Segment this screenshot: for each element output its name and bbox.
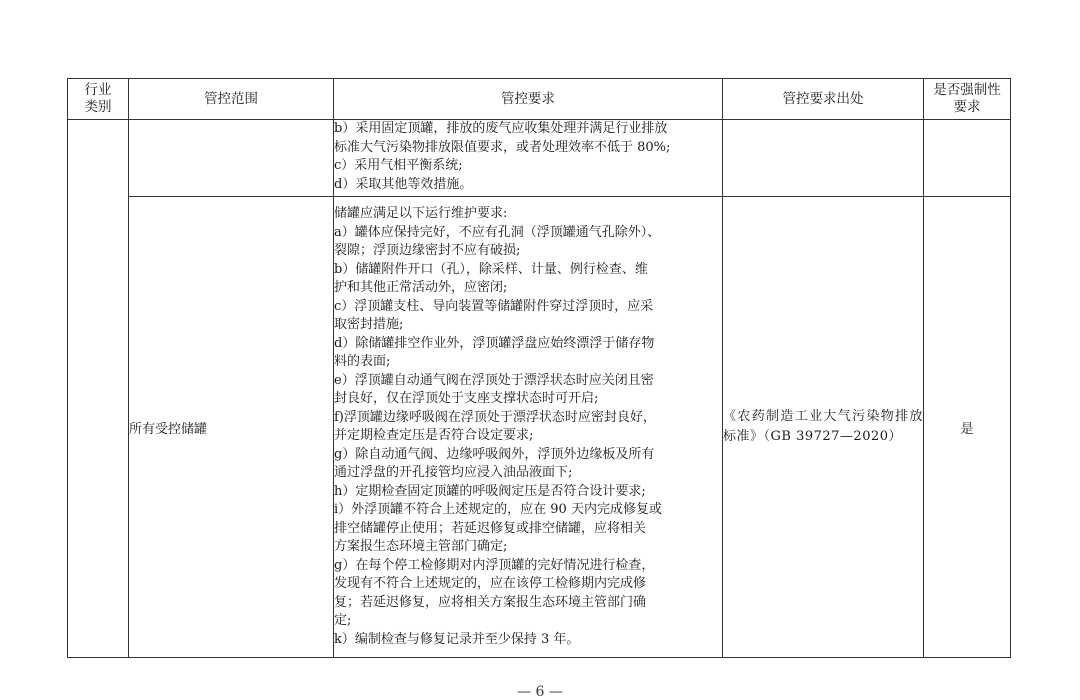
page-number: — 6 — bbox=[517, 684, 563, 700]
scope-cell: 所有受控储罐 bbox=[129, 197, 334, 658]
requirement-line: d）除储罐排空作业外，浮顶罐浮盘应始终漂浮于储存物 bbox=[334, 335, 655, 351]
requirements-cell bbox=[334, 120, 723, 197]
header-requirement-source: 管控要求出处 bbox=[723, 79, 924, 120]
source-cell bbox=[723, 120, 924, 197]
mandatory-cell: 是 bbox=[924, 197, 1011, 658]
header-line: 要求 bbox=[953, 99, 981, 115]
header-line: 类别 bbox=[84, 99, 112, 115]
mandatory-cell bbox=[924, 120, 1011, 197]
requirement-line: 发现有不符合上述规定的，应在该停工检修期内完成修 bbox=[334, 576, 647, 591]
requirement-line: 复；若延迟修复，应将相关方案报生态环境主管部门确 bbox=[334, 594, 647, 610]
requirement-line: g）除自动通气阀、边缘呼吸阀外，浮顶外边缘板及所有 bbox=[334, 446, 655, 462]
requirement-line: i）外浮顶罐不符合上述规定的，应在 90 天内完成修复或 bbox=[334, 502, 662, 517]
header-control-scope: 管控范围 bbox=[129, 79, 334, 120]
requirement-line: 方案报生态环境主管部门确定; bbox=[334, 539, 508, 554]
requirement-line: 护和其他正常活动外，应密闭; bbox=[334, 280, 508, 295]
requirement-line: a）罐体应保持完好，不应有孔洞（浮顶罐通气孔除外）、 bbox=[334, 224, 661, 240]
requirement-line: g）在每个停工检修期对内浮顶罐的完好情况进行检查， bbox=[334, 557, 655, 573]
requirement-line: 通过浮盘的开孔接管均应浸入油品液面下; bbox=[334, 465, 573, 480]
requirement-line: 裂隙；浮顶边缘密封不应有破损; bbox=[334, 243, 521, 258]
requirement-line: c）浮顶罐支柱、导向装置等储罐附件穿过浮顶时，应采 bbox=[334, 298, 654, 314]
header-line: 行业 bbox=[84, 82, 112, 98]
requirement-line: 封良好，仅在浮顶处于支座支撑状态时可开启; bbox=[334, 391, 599, 406]
requirements-cell bbox=[334, 197, 723, 658]
requirement-line: 定; bbox=[334, 613, 352, 628]
header-industry-category bbox=[68, 79, 129, 120]
requirement-line: 并定期检查定压是否符合设定要求; bbox=[334, 428, 534, 443]
industry-category-cell bbox=[68, 120, 129, 658]
requirement-line: b）采用固定顶罐，排放的废气应收集处理并满足行业排放 bbox=[334, 121, 668, 136]
requirement-line: k）编制检查与修复记录并至少保持 3 年。 bbox=[334, 631, 580, 647]
table-row bbox=[68, 197, 1011, 658]
requirement-line: 标准大气污染物排放限值要求，或者处理效率不低于 80%; bbox=[334, 139, 671, 155]
requirement-line: d）采取其他等效措施。 bbox=[334, 176, 473, 192]
source-cell: 《农药制造工业大气污染物排放标准》（GB 39727—2020） bbox=[723, 197, 924, 658]
header-mandatory bbox=[924, 79, 1011, 120]
requirement-line: 储罐应满足以下运行维护要求: bbox=[334, 206, 508, 221]
header-control-requirements: 管控要求 bbox=[334, 79, 723, 120]
regulation-table bbox=[67, 78, 1011, 658]
requirement-line: f)浮顶罐边缘呼吸阀在浮顶处于漂浮状态时应密封良好， bbox=[334, 409, 656, 425]
requirement-line: b）储罐附件开口（孔），除采样、计量、例行检查、维 bbox=[334, 261, 648, 277]
requirement-line: 排空储罐停止使用；若延迟修复或排空储罐，应将相关 bbox=[334, 520, 647, 536]
requirement-line: c）采用气相平衡系统; bbox=[334, 158, 463, 173]
table-row bbox=[68, 120, 1011, 197]
header-line: 是否强制性 bbox=[933, 82, 1001, 98]
requirement-line: e）浮顶罐自动通气阀在浮顶处于漂浮状态时应关闭且密 bbox=[334, 372, 654, 388]
requirement-line: h）定期检查固定顶罐的呼吸阀定压是否符合设计要求; bbox=[334, 483, 646, 499]
scope-cell bbox=[129, 120, 334, 197]
requirement-line: 取密封措施; bbox=[334, 317, 404, 332]
table-header-row bbox=[68, 79, 1011, 120]
requirement-line: 料的表面; bbox=[334, 354, 391, 369]
